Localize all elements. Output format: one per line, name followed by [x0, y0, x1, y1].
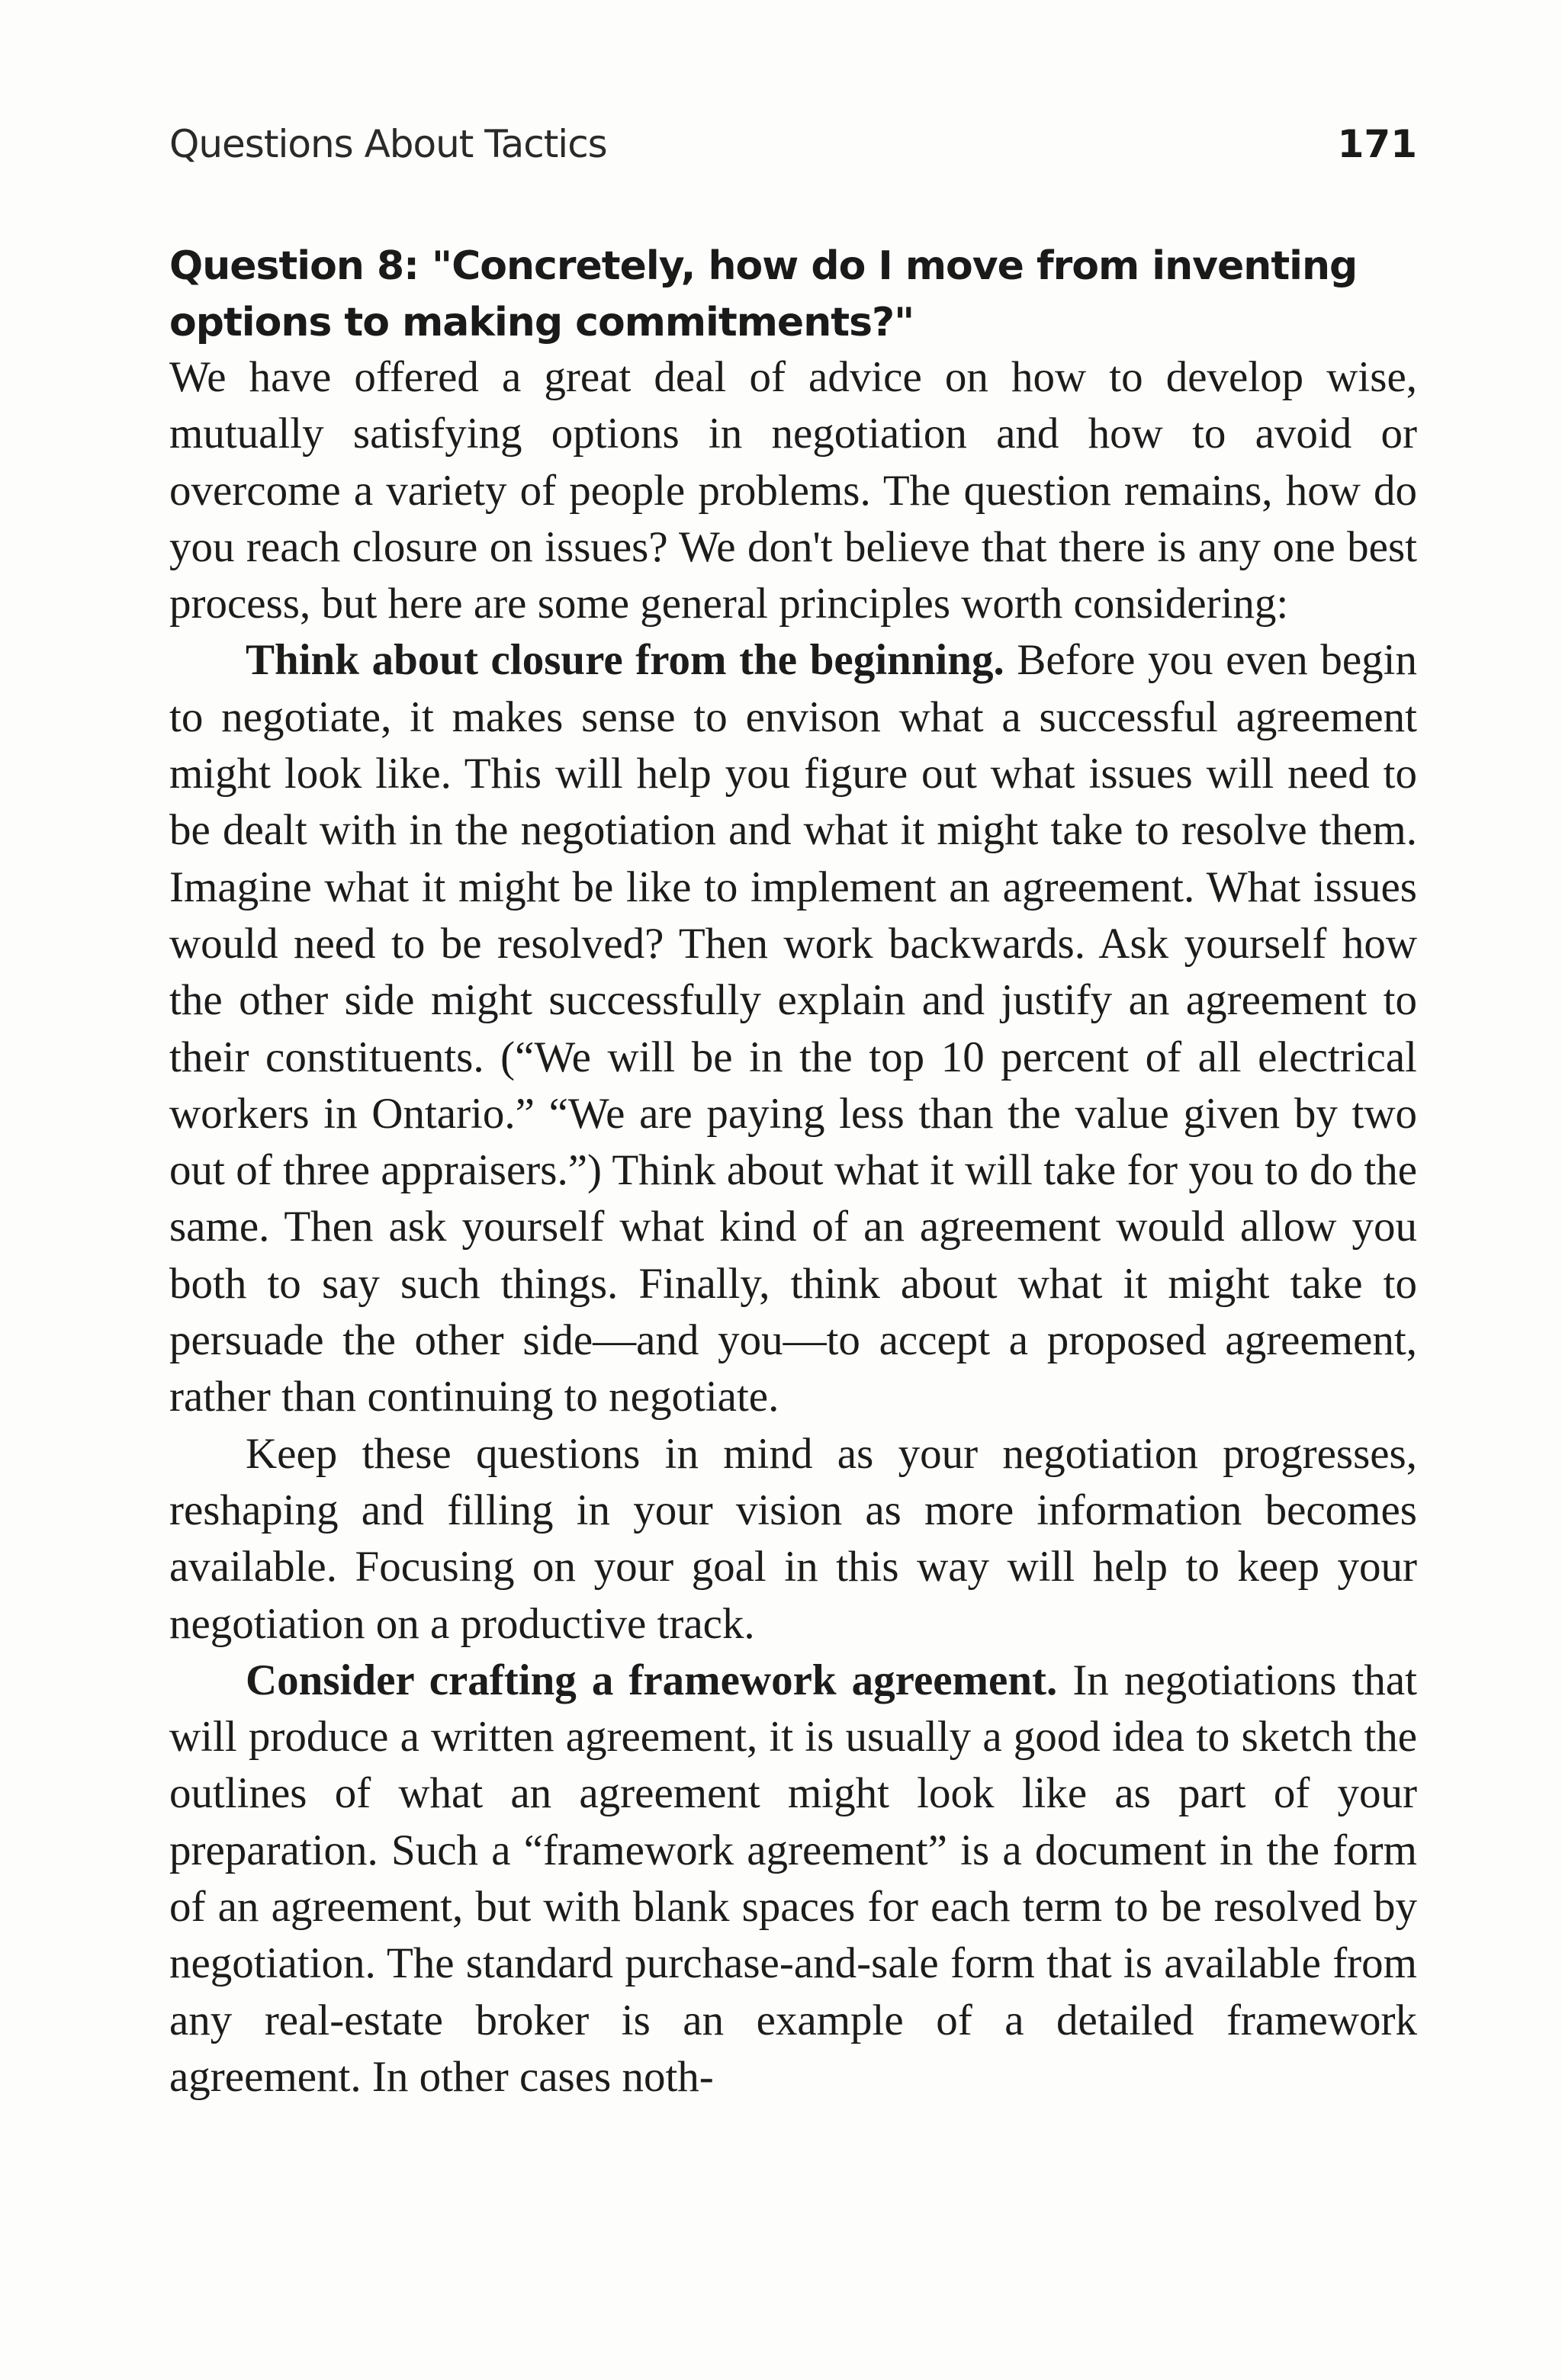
paragraph-intro — [169, 349, 1417, 632]
run-in-heading: Think about closure from the beginning. — [246, 636, 1004, 685]
paragraph-keep-questions — [169, 1426, 1417, 1653]
running-title: Questions About Tactics — [169, 122, 607, 166]
page-number: 171 — [1337, 122, 1417, 166]
body-text — [169, 349, 1417, 2105]
paragraph-closure — [169, 632, 1417, 1425]
paragraph-text: In negotiations that will produce a written agreement, it is usually a good idea to sketch the outlines of what an agreement might look like as part of your preparation. Such a “framework agreement” is a document in the form of an agreement, but with blank spaces for each term to be resolved by negotiation. The standard purchase-and-sale form that is available from any real-estate broker is an example of a detailed framework agreement. In other cases noth- — [169, 1656, 1417, 2101]
paragraph-text: We have offered a great deal of advice on how to develop wise, mutually satisfying options in negotiation and how to avoid or overcome a variety of people problems. The question remains, how do you reach closure on issues? We don't believe that there is any one best process, but here are some general principles worth considering: — [169, 353, 1417, 628]
run-in-heading: Consider crafting a framework agreement. — [246, 1656, 1058, 1704]
paragraph-text: Keep these questions in mind as your negotiation progresses, reshaping and filling in your vision as more information becomes available. Focusing on your goal in this way will help to keep your negotiation on a productive track. — [169, 1429, 1417, 1648]
question-heading: Question 8: "Concretely, how do I move from inventing options to making commitments?" — [169, 243, 1358, 345]
paragraph-framework — [169, 1653, 1417, 2105]
running-head — [169, 122, 1417, 175]
paragraph-text: Before you even begin to negotiate, it makes sense to envison what a successful agreement might look like. This will help you figure out what issues will need to be dealt with in the negotiation and what it might take to resolve them. Imagine what it might be like to implement an agreement. What issues would need to be resolved? Then work backwards. Ask yourself how the other side might successfully explain and justify an agreement to their constituents. (“We will be in the top 10 percent of all electrical workers in Ontario.” “We are paying less than the value given by two out of three appraisers.”) Think about what it will take for you to do the same. Then ask yourself what kind of an agreement would allow you both to say such things. Finally, think about what it might take to persuade the other side—and you—to accept a proposed agreement, rather than continuing to negotiate. — [169, 636, 1417, 1421]
